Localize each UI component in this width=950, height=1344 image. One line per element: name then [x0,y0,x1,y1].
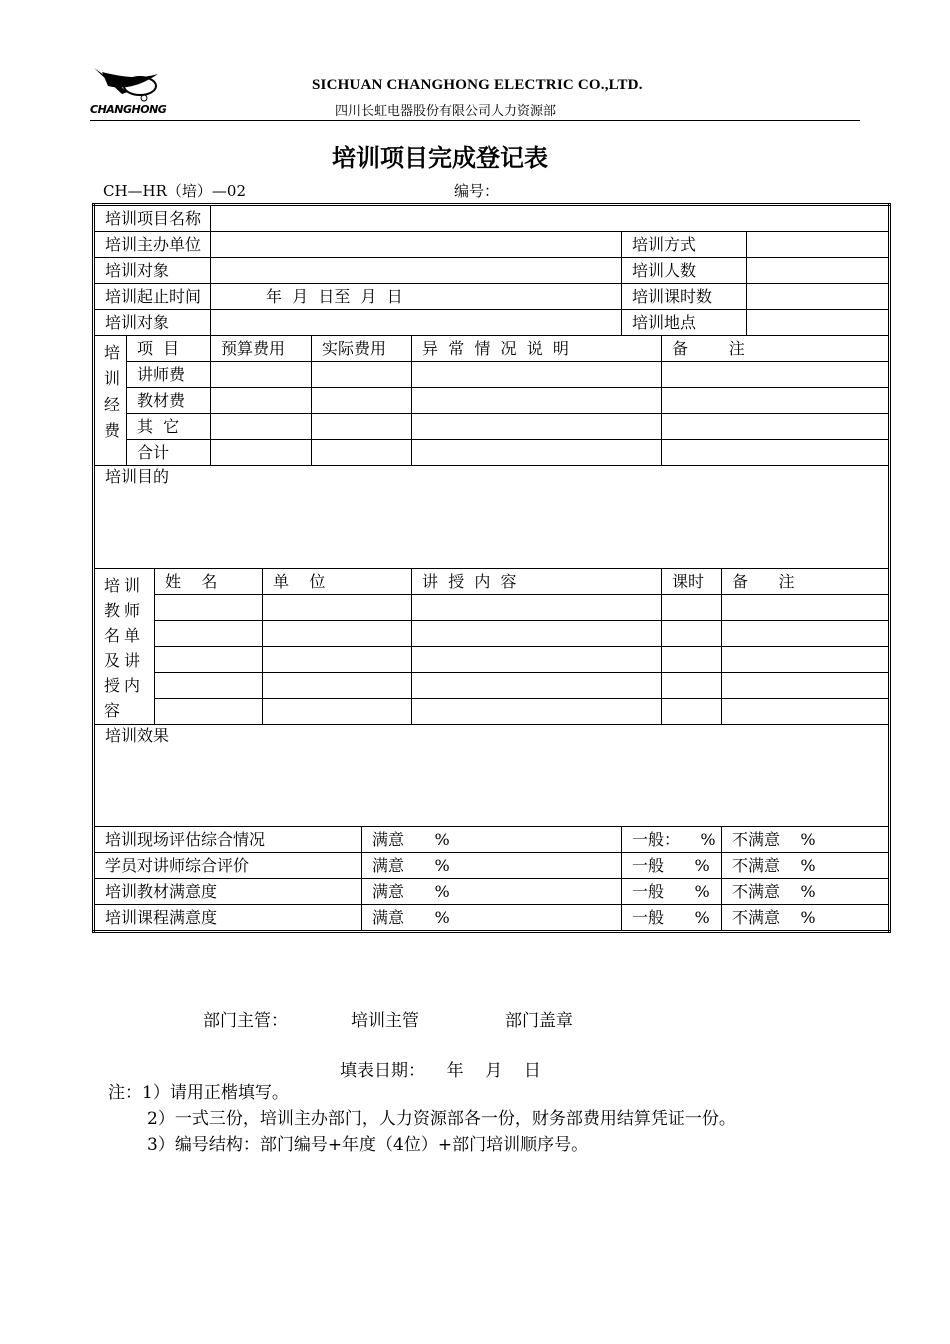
form-number-label: 编号： [454,182,500,200]
teacher-row [94,621,890,647]
target2-field[interactable] [211,310,622,336]
header-divider [90,120,860,121]
evaluation-label: 学员对讲师综合评价 [94,853,362,879]
teacher-row [94,595,890,621]
teacher-content-field[interactable] [412,699,662,725]
headcount-label: 培训人数 [622,258,747,284]
teacher-remark-field[interactable] [722,647,890,673]
fee-material-remark[interactable] [662,388,890,414]
fee-other-remark[interactable] [662,414,890,440]
teacher-name-field[interactable] [155,647,263,673]
location-field[interactable] [747,310,890,336]
target-field[interactable] [211,258,622,284]
teacher-unit-field[interactable] [263,621,412,647]
teacher-remark-field[interactable] [722,621,890,647]
fee-item-other: 其 它 [127,414,211,440]
fee-material-actual[interactable] [312,388,412,414]
teacher-remark-field[interactable] [722,699,890,725]
teachers-header-content: 讲 授 内 容 [412,569,662,595]
teachers-side-label: 培训教师名单及讲授内容 [94,569,155,725]
evaluation-unsatisfied[interactable]: 不满意 % [722,853,890,879]
organizer-label: 培训主办单位 [94,232,211,258]
training-head-signature-label: 培训主管 [351,1011,419,1031]
evaluation-satisfied[interactable]: 满意 % [362,853,622,879]
hours-field[interactable] [747,284,890,310]
teacher-name-field[interactable] [155,673,263,699]
target-label: 培训对象 [94,258,211,284]
teacher-content-field[interactable] [412,673,662,699]
teacher-name-field[interactable] [155,699,263,725]
evaluation-unsatisfied[interactable]: 不满意 % [722,827,890,853]
notes [108,1080,736,1158]
fill-date-label: 填表日期： 年 月 日 [340,1061,541,1081]
fee-total-remark[interactable] [662,440,890,466]
teacher-remark-field[interactable] [722,595,890,621]
teachers-header-unit: 单 位 [263,569,412,595]
headcount-field[interactable] [747,258,890,284]
evaluation-normal[interactable]: 一般 % [622,905,722,932]
fee-item-material: 教材费 [127,388,211,414]
fee-other-actual[interactable] [312,414,412,440]
company-name-en: SICHUAN CHANGHONG ELECTRIC CO.,LTD. [312,77,643,93]
fee-material-exception[interactable] [412,388,662,414]
logo-wordmark: CHANGHONG [90,103,167,116]
evaluation-label: 培训现场评估综合情况 [94,827,362,853]
fee-total-actual[interactable] [312,440,412,466]
evaluation-row [94,853,890,879]
purpose-field[interactable] [94,466,890,569]
page-title: 培训项目完成登记表 [332,144,548,172]
teacher-remark-field[interactable] [722,673,890,699]
fee-other-budget[interactable] [211,414,312,440]
teacher-row [94,699,890,725]
evaluation-row [94,827,890,853]
fee-lecturer-budget[interactable] [211,362,312,388]
teacher-content-field[interactable] [412,595,662,621]
evaluation-unsatisfied[interactable]: 不满意 % [722,905,890,932]
location-label: 培训地点 [622,310,747,336]
teacher-name-field[interactable] [155,595,263,621]
method-label: 培训方式 [622,232,747,258]
effect-field[interactable] [94,725,890,827]
teacher-unit-field[interactable] [263,699,412,725]
teacher-unit-field[interactable] [263,673,412,699]
teachers-header-hours: 课时 [662,569,722,595]
fee-material-budget[interactable] [211,388,312,414]
evaluation-satisfied[interactable]: 满意 % [362,879,622,905]
teacher-hours-field[interactable] [662,621,722,647]
evaluation-normal[interactable]: 一般： % [622,827,722,853]
fees-side-label: 培训经费 [94,336,127,466]
note-line-3: 3）编号结构：部门编号+年度（4位）+部门培训顺序号。 [147,1135,589,1155]
project-name-field[interactable] [211,205,890,232]
teacher-unit-field[interactable] [263,595,412,621]
fees-header-item: 项 目 [127,336,211,362]
fee-total-exception[interactable] [412,440,662,466]
evaluation-label: 培训课程满意度 [94,905,362,932]
teacher-row [94,647,890,673]
target2-label: 培训对象 [94,310,211,336]
fee-lecturer-exception[interactable] [412,362,662,388]
teacher-row [94,673,890,699]
evaluation-row [94,905,890,932]
teacher-content-field[interactable] [412,621,662,647]
note-line-2: 2）一式三份，培训主办部门，人力资源部各一份，财务部费用结算凭证一份。 [147,1109,736,1129]
teacher-hours-field[interactable] [662,673,722,699]
period-field[interactable]: 年 月 日至 月 日 [211,284,622,310]
changhong-logo [88,64,168,120]
project-name-label: 培训项目名称 [94,205,211,232]
fees-header-actual: 实际费用 [312,336,412,362]
dept-head-signature-label: 部门主管： [203,1011,288,1031]
company-name-cn: 四川长虹电器股份有限公司人力资源部 [335,104,557,119]
teacher-name-field[interactable] [155,621,263,647]
dept-seal-label: 部门盖章 [505,1011,573,1031]
method-field[interactable] [747,232,890,258]
fees-header-remark: 备 注 [662,336,890,362]
fee-lecturer-remark[interactable] [662,362,890,388]
organizer-field[interactable] [211,232,622,258]
evaluation-normal[interactable]: 一般 % [622,879,722,905]
evaluation-row [94,879,890,905]
teacher-hours-field[interactable] [662,595,722,621]
note-line-1: 注：1）请用正楷填写。 [108,1083,289,1103]
teachers-header-remark: 备 注 [722,569,890,595]
fee-total-budget[interactable] [211,440,312,466]
training-form-table [92,203,891,933]
evaluation-unsatisfied[interactable]: 不满意 % [722,879,890,905]
fee-other-exception[interactable] [412,414,662,440]
teacher-hours-field[interactable] [662,647,722,673]
evaluation-label: 培训教材满意度 [94,879,362,905]
teachers-header-name: 姓 名 [155,569,263,595]
fee-item-lecturer: 讲师费 [127,362,211,388]
teacher-hours-field[interactable] [662,699,722,725]
evaluation-satisfied[interactable]: 满意 % [362,905,622,932]
fee-lecturer-actual[interactable] [312,362,412,388]
teacher-unit-field[interactable] [263,647,412,673]
teacher-content-field[interactable] [412,647,662,673]
hours-label: 培训课时数 [622,284,747,310]
evaluation-satisfied[interactable]: 满意 % [362,827,622,853]
effect-label: 培训效果 [105,726,170,745]
form-code: CH—HR（培）—02 [103,182,247,200]
purpose-label: 培训目的 [105,467,170,486]
period-label: 培训起止时间 [94,284,211,310]
evaluation-normal[interactable]: 一般 % [622,853,722,879]
fees-header-exception: 异 常 情 况 说 明 [412,336,662,362]
fee-item-total: 合计 [127,440,211,466]
fees-header-budget: 预算费用 [211,336,312,362]
